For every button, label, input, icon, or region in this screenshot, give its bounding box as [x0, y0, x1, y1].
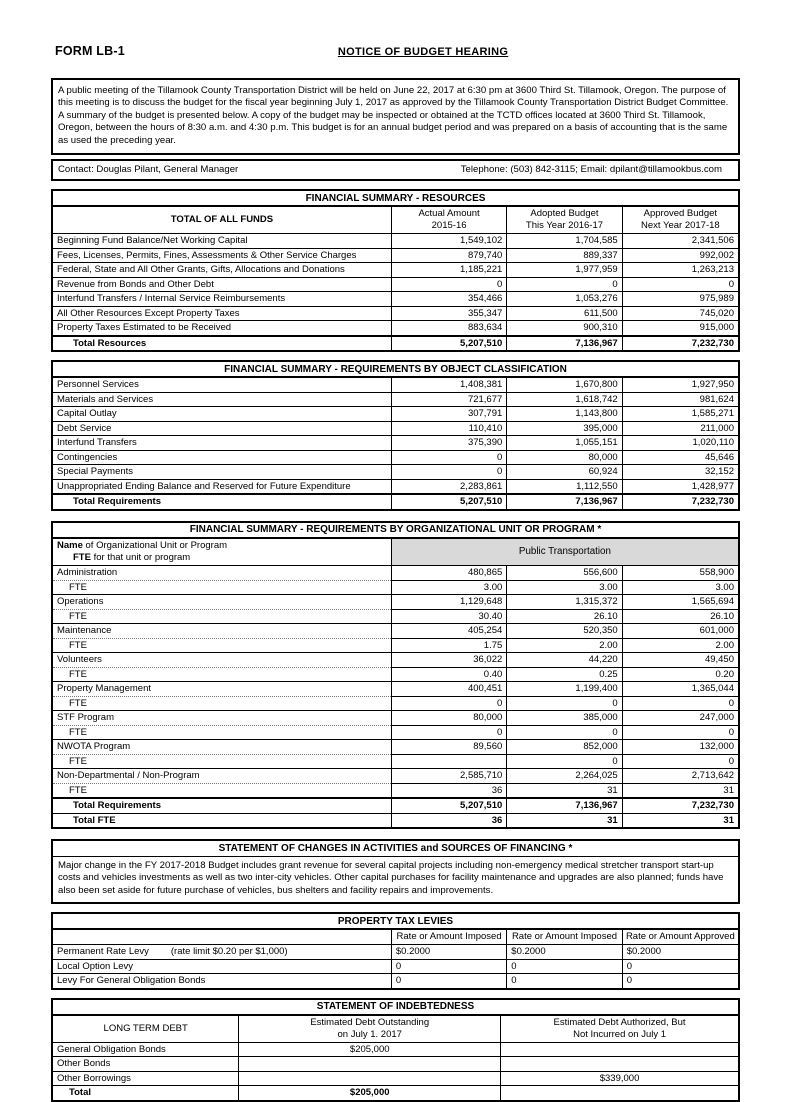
- row-label: FTE: [52, 667, 391, 682]
- row-label: Total FTE: [52, 813, 391, 828]
- column-header: [52, 538, 391, 566]
- value-cell: 45,646: [622, 450, 739, 465]
- value-cell: 395,000: [507, 421, 622, 436]
- value-cell: 0: [391, 959, 506, 974]
- fte-row: [52, 754, 739, 769]
- row-label: Debt Service: [52, 421, 391, 436]
- row-label: Property Management: [52, 682, 391, 697]
- row-label: FTE: [52, 725, 391, 740]
- value-cell: 132,000: [622, 740, 739, 755]
- row-label: Local Option Levy: [52, 959, 391, 974]
- org-unit-table: [51, 521, 740, 830]
- value-cell: 1,315,372: [507, 595, 622, 610]
- table-row: [52, 234, 739, 249]
- value-cell: 1,670,800: [507, 377, 622, 392]
- table-row: [52, 913, 739, 929]
- value-cell: 0: [622, 725, 739, 740]
- value-cell: 7,136,967: [507, 494, 622, 510]
- unit-row: [52, 595, 739, 610]
- value-cell: 247,000: [622, 711, 739, 726]
- value-cell: 1,053,276: [507, 292, 622, 307]
- table-row: [52, 421, 739, 436]
- value-cell: 915,000: [622, 321, 739, 336]
- fte-row: [52, 609, 739, 624]
- table-row: [52, 277, 739, 292]
- value-cell: 2.00: [622, 638, 739, 653]
- row-label: Levy For General Obligation Bonds: [52, 974, 391, 989]
- header-emphasis: Name: [57, 539, 83, 551]
- levy-rate-limit-note: (rate limit $0.20 per $1,000): [170, 946, 288, 958]
- value-cell: 900,310: [507, 321, 622, 336]
- form-number-label: FORM LB-1: [55, 44, 125, 58]
- value-cell: 3.00: [507, 580, 622, 595]
- table-row: [52, 522, 739, 538]
- row-label: Non-Departmental / Non-Program: [52, 769, 391, 784]
- table-row: [52, 929, 739, 945]
- value-cell: 375,390: [391, 436, 506, 451]
- value-cell: 0: [622, 277, 739, 292]
- row-label: Special Payments: [52, 465, 391, 480]
- value-cell: 405,254: [391, 624, 506, 639]
- unit-row: [52, 769, 739, 784]
- value-cell: 0: [622, 974, 739, 989]
- statement-of-changes-box: [51, 839, 740, 904]
- table-row: [52, 392, 739, 407]
- total-row: [52, 494, 739, 510]
- row-label: Volunteers: [52, 653, 391, 668]
- value-cell: $0.2000: [391, 945, 506, 960]
- row-label: [52, 945, 391, 960]
- value-cell: 0: [507, 277, 622, 292]
- row-label: Total Requirements: [52, 494, 391, 510]
- fte-row: [52, 667, 739, 682]
- value-cell: 1,549,102: [391, 234, 506, 249]
- column-header: Rate or Amount Imposed: [391, 929, 506, 945]
- value-cell: 1,263,213: [622, 263, 739, 278]
- value-cell: 36: [391, 813, 506, 828]
- column-header: TOTAL OF ALL FUNDS: [52, 206, 391, 234]
- table-row: [52, 974, 739, 989]
- row-label: Interfund Transfers: [52, 436, 391, 451]
- row-label: NWOTA Program: [52, 740, 391, 755]
- section-title: FINANCIAL SUMMARY - RESOURCES: [52, 190, 739, 206]
- value-cell: 5,207,510: [391, 494, 506, 510]
- value-cell: 7,136,967: [507, 798, 622, 813]
- value-cell: 558,900: [622, 566, 739, 581]
- row-label: STF Program: [52, 711, 391, 726]
- table-row: [52, 206, 739, 234]
- row-label: Interfund Transfers / Internal Service Reimbursements: [52, 292, 391, 307]
- column-header: [239, 1015, 501, 1043]
- total-row: [52, 798, 739, 813]
- row-label: FTE: [52, 783, 391, 798]
- value-cell: 31: [507, 813, 622, 828]
- fte-row: [52, 638, 739, 653]
- column-header-line: [57, 540, 387, 552]
- row-label: Other Bonds: [52, 1057, 239, 1072]
- value-cell: 520,350: [507, 624, 622, 639]
- row-label: FTE: [52, 696, 391, 711]
- row-label: Other Borrowings: [52, 1071, 239, 1086]
- row-label: FTE: [52, 638, 391, 653]
- value-cell: 2,713,642: [622, 769, 739, 784]
- header-text: for that unit or program: [90, 551, 191, 563]
- row-label: Materials and Services: [52, 392, 391, 407]
- value-cell: 211,000: [622, 421, 739, 436]
- table-row: [52, 407, 739, 422]
- value-cell: 0.20: [622, 667, 739, 682]
- value-cell: 611,500: [507, 306, 622, 321]
- column-header-line: Approved Budget: [643, 208, 718, 220]
- column-header: [501, 1015, 739, 1043]
- value-cell: 0: [507, 725, 622, 740]
- table-row: [52, 1042, 739, 1057]
- unit-row: [52, 682, 739, 697]
- value-cell: 7,232,730: [622, 798, 739, 813]
- value-cell: 0: [507, 959, 622, 974]
- value-cell: 7,232,730: [622, 336, 739, 352]
- value-cell: 1,585,271: [622, 407, 739, 422]
- table-row: [52, 999, 739, 1015]
- value-cell: 601,000: [622, 624, 739, 639]
- value-cell: 80,000: [391, 711, 506, 726]
- table-row: [52, 538, 739, 566]
- fte-row: [52, 696, 739, 711]
- value-cell: 0: [391, 450, 506, 465]
- column-header-line: This Year 2016-17: [525, 220, 604, 232]
- value-cell: 31: [622, 783, 739, 798]
- value-cell: 1,408,381: [391, 377, 506, 392]
- value-cell: $0.2000: [507, 945, 622, 960]
- column-header-line: Estimated Debt Outstanding: [310, 1016, 430, 1028]
- value-cell: 1,199,400: [507, 682, 622, 697]
- value-cell: 981,624: [622, 392, 739, 407]
- value-cell: 31: [507, 783, 622, 798]
- value-cell: 0: [391, 465, 506, 480]
- value-cell: 889,337: [507, 248, 622, 263]
- row-label: Total Resources: [52, 336, 391, 352]
- value-cell: 480,865: [391, 566, 506, 581]
- fte-row: [52, 725, 739, 740]
- requirements-table: [51, 360, 740, 511]
- resources-table: [51, 189, 740, 352]
- table-row: [52, 1015, 739, 1043]
- column-header-line: Not Incurred on July 1: [573, 1028, 667, 1040]
- value-cell: 852,000: [507, 740, 622, 755]
- value-cell: $205,000: [239, 1086, 501, 1101]
- table-row: [52, 959, 739, 974]
- hearing-notice-paragraph: A public meeting of the Tillamook County Transportation District will be held on June 22, 2017 at 6:30 pm at 3600 Third St. Tillamook, Oregon. The purpose of this meeting is to discuss the budget for the fiscal year beginning July 1, 2017 as approved by the Tillamook County Transportation District Budget Committee. A summary of the budget is presented below. A copy of the budget may be inspected or obtained at the TCTD offices located at 3600 Third St. Tillamook, Oregon, between the hours of 8:30 a.m. and 4:30 p.m. This budget is for an annual budget period and was prepared on a basis of accounting that is the same as used the preceding year.: [51, 78, 740, 155]
- program-span-header: Public Transportation: [391, 538, 739, 566]
- unit-row: [52, 653, 739, 668]
- value-cell: [239, 1071, 501, 1086]
- row-label: Total: [52, 1086, 239, 1101]
- value-cell: 89,560: [391, 740, 506, 755]
- value-cell: 110,410: [391, 421, 506, 436]
- unit-row: [52, 566, 739, 581]
- header-emphasis: FTE: [73, 551, 91, 563]
- value-cell: 36,022: [391, 653, 506, 668]
- value-cell: 0: [391, 725, 506, 740]
- row-label: Personnel Services: [52, 377, 391, 392]
- column-header-line: 2015-16: [431, 220, 467, 232]
- value-cell: 1,129,648: [391, 595, 506, 610]
- value-cell: 2,585,710: [391, 769, 506, 784]
- value-cell: 1,565,694: [622, 595, 739, 610]
- value-cell: 1,112,550: [507, 479, 622, 494]
- value-cell: 60,924: [507, 465, 622, 480]
- table-row: [52, 945, 739, 960]
- unit-row: [52, 740, 739, 755]
- row-label: FTE: [52, 609, 391, 624]
- contact-telephone-email: Telephone: (503) 842-3115; Email: dpilant@tillamookbus.com: [460, 164, 722, 176]
- value-cell: 1,365,044: [622, 682, 739, 697]
- value-cell: 1,704,585: [507, 234, 622, 249]
- total-row: [52, 1086, 739, 1101]
- value-cell: 307,791: [391, 407, 506, 422]
- value-cell: 0: [622, 959, 739, 974]
- value-cell: [501, 1086, 739, 1101]
- table-row: [52, 1071, 739, 1086]
- value-cell: 975,989: [622, 292, 739, 307]
- table-row: [52, 263, 739, 278]
- value-cell: 1,143,800: [507, 407, 622, 422]
- value-cell: [391, 754, 506, 769]
- value-cell: 7,136,967: [507, 336, 622, 352]
- value-cell: 80,000: [507, 450, 622, 465]
- value-cell: 26.10: [622, 609, 739, 624]
- row-label: Capital Outlay: [52, 407, 391, 422]
- value-cell: 30.40: [391, 609, 506, 624]
- section-title: FINANCIAL SUMMARY - REQUIREMENTS BY OBJECT CLASSIFICATION: [52, 361, 739, 377]
- page-title: NOTICE OF BUDGET HEARING: [337, 46, 509, 58]
- value-cell: 1.75: [391, 638, 506, 653]
- column-header: Rate or Amount Imposed: [507, 929, 622, 945]
- section-title: STATEMENT OF INDEBTEDNESS: [52, 999, 739, 1015]
- value-cell: 1,618,742: [507, 392, 622, 407]
- value-cell: 3.00: [391, 580, 506, 595]
- table-row: [52, 465, 739, 480]
- value-cell: 883,634: [391, 321, 506, 336]
- value-cell: 400,451: [391, 682, 506, 697]
- value-cell: 0: [622, 754, 739, 769]
- value-cell: $339,000: [501, 1071, 739, 1086]
- value-cell: 0: [507, 696, 622, 711]
- value-cell: 2,264,025: [507, 769, 622, 784]
- document-header: [51, 44, 740, 68]
- total-row: [52, 336, 739, 352]
- section-title: FINANCIAL SUMMARY - REQUIREMENTS BY ORGANIZATIONAL UNIT OR PROGRAM *: [52, 522, 739, 538]
- value-cell: 0: [391, 974, 506, 989]
- value-cell: 879,740: [391, 248, 506, 263]
- value-cell: 354,466: [391, 292, 506, 307]
- value-cell: 1,020,110: [622, 436, 739, 451]
- value-cell: 721,677: [391, 392, 506, 407]
- section-title: PROPERTY TAX LEVIES: [52, 913, 739, 929]
- table-row: [52, 479, 739, 494]
- value-cell: 3.00: [622, 580, 739, 595]
- value-cell: [501, 1057, 739, 1072]
- value-cell: 5,207,510: [391, 798, 506, 813]
- value-cell: 0: [391, 696, 506, 711]
- table-row: [52, 248, 739, 263]
- value-cell: 556,600: [507, 566, 622, 581]
- value-cell: 36: [391, 783, 506, 798]
- value-cell: 745,020: [622, 306, 739, 321]
- fte-row: [52, 783, 739, 798]
- indebtedness-table: [51, 998, 740, 1102]
- value-cell: 1,185,221: [391, 263, 506, 278]
- column-header-line: Adopted Budget: [530, 208, 599, 220]
- value-cell: 385,000: [507, 711, 622, 726]
- value-cell: 32,152: [622, 465, 739, 480]
- property-tax-levies-table: [51, 912, 740, 990]
- row-label: Maintenance: [52, 624, 391, 639]
- unit-row: [52, 711, 739, 726]
- section-title: STATEMENT OF CHANGES IN ACTIVITIES and SOURCES OF FINANCING *: [53, 841, 738, 857]
- table-row: [52, 292, 739, 307]
- value-cell: 5,207,510: [391, 336, 506, 352]
- document-page: [51, 0, 740, 1102]
- column-header-line: [57, 552, 387, 564]
- total-fte-row: [52, 813, 739, 828]
- table-row: [52, 321, 739, 336]
- row-label: FTE: [52, 754, 391, 769]
- table-row: [52, 436, 739, 451]
- column-header-line: Estimated Debt Authorized, But: [553, 1016, 686, 1028]
- value-cell: 2.00: [507, 638, 622, 653]
- row-label: Contingencies: [52, 450, 391, 465]
- levy-label: Permanent Rate Levy: [57, 946, 149, 958]
- value-cell: $0.2000: [622, 945, 739, 960]
- table-row: [52, 306, 739, 321]
- row-label: Property Taxes Estimated to be Received: [52, 321, 391, 336]
- value-cell: 992,002: [622, 248, 739, 263]
- value-cell: [501, 1042, 739, 1057]
- row-label: Unappropriated Ending Balance and Reserved for Future Expenditure: [52, 479, 391, 494]
- column-header: [391, 206, 506, 234]
- row-label: Revenue from Bonds and Other Debt: [52, 277, 391, 292]
- value-cell: 0.40: [391, 667, 506, 682]
- value-cell: 0: [507, 974, 622, 989]
- row-label: Operations: [52, 595, 391, 610]
- row-label: Total Requirements: [52, 798, 391, 813]
- column-header: LONG TERM DEBT: [52, 1015, 239, 1043]
- value-cell: 0: [622, 696, 739, 711]
- fte-row: [52, 580, 739, 595]
- value-cell: 0: [507, 754, 622, 769]
- column-header: Rate or Amount Approved: [622, 929, 739, 945]
- row-label: All Other Resources Except Property Taxes: [52, 306, 391, 321]
- value-cell: 1,055,151: [507, 436, 622, 451]
- contact-bar: [51, 159, 740, 181]
- value-cell: 7,232,730: [622, 494, 739, 510]
- contact-name: Contact: Douglas Pilant, General Manager: [58, 164, 239, 176]
- row-label: Fees, Licenses, Permits, Fines, Assessments & Other Service Charges: [52, 248, 391, 263]
- value-cell: $205,000: [239, 1042, 501, 1057]
- value-cell: 26.10: [507, 609, 622, 624]
- unit-row: [52, 624, 739, 639]
- value-cell: 1,428,977: [622, 479, 739, 494]
- value-cell: 2,283,861: [391, 479, 506, 494]
- value-cell: 1,927,950: [622, 377, 739, 392]
- value-cell: 2,341,506: [622, 234, 739, 249]
- row-label: Federal, State and All Other Grants, Gifts, Allocations and Donations: [52, 263, 391, 278]
- column-header: [52, 929, 391, 945]
- value-cell: 44,220: [507, 653, 622, 668]
- column-header: [507, 206, 622, 234]
- column-header-line: on July 1. 2017: [337, 1028, 402, 1040]
- value-cell: 1,977,959: [507, 263, 622, 278]
- column-header: [622, 206, 739, 234]
- value-cell: 49,450: [622, 653, 739, 668]
- row-label: Administration: [52, 566, 391, 581]
- row-label: Beginning Fund Balance/Net Working Capital: [52, 234, 391, 249]
- header-text: of Organizational Unit or Program: [82, 539, 228, 551]
- table-row: [52, 190, 739, 206]
- value-cell: 31: [622, 813, 739, 828]
- table-row: [52, 1057, 739, 1072]
- value-cell: 355,347: [391, 306, 506, 321]
- column-header-line: Next Year 2017-18: [640, 220, 720, 232]
- value-cell: 0: [391, 277, 506, 292]
- row-label: General Obligation Bonds: [52, 1042, 239, 1057]
- value-cell: 0.25: [507, 667, 622, 682]
- table-row: [52, 450, 739, 465]
- table-row: [52, 361, 739, 377]
- column-header-line: Actual Amount: [418, 208, 480, 220]
- value-cell: [239, 1057, 501, 1072]
- statement-of-changes-text: Major change in the FY 2017-2018 Budget includes grant revenue for several capital projects including non-emergency medical stretcher transport start-up costs and vehicles investments as well as two inter-city vehicles. Other capital purchases for facility maintenance and upgrades are also planned; funds have also been set aside for future purchase of vehicles, bus shelters and facility repairs and improvements.: [58, 860, 724, 896]
- table-row: [52, 377, 739, 392]
- row-label: FTE: [52, 580, 391, 595]
